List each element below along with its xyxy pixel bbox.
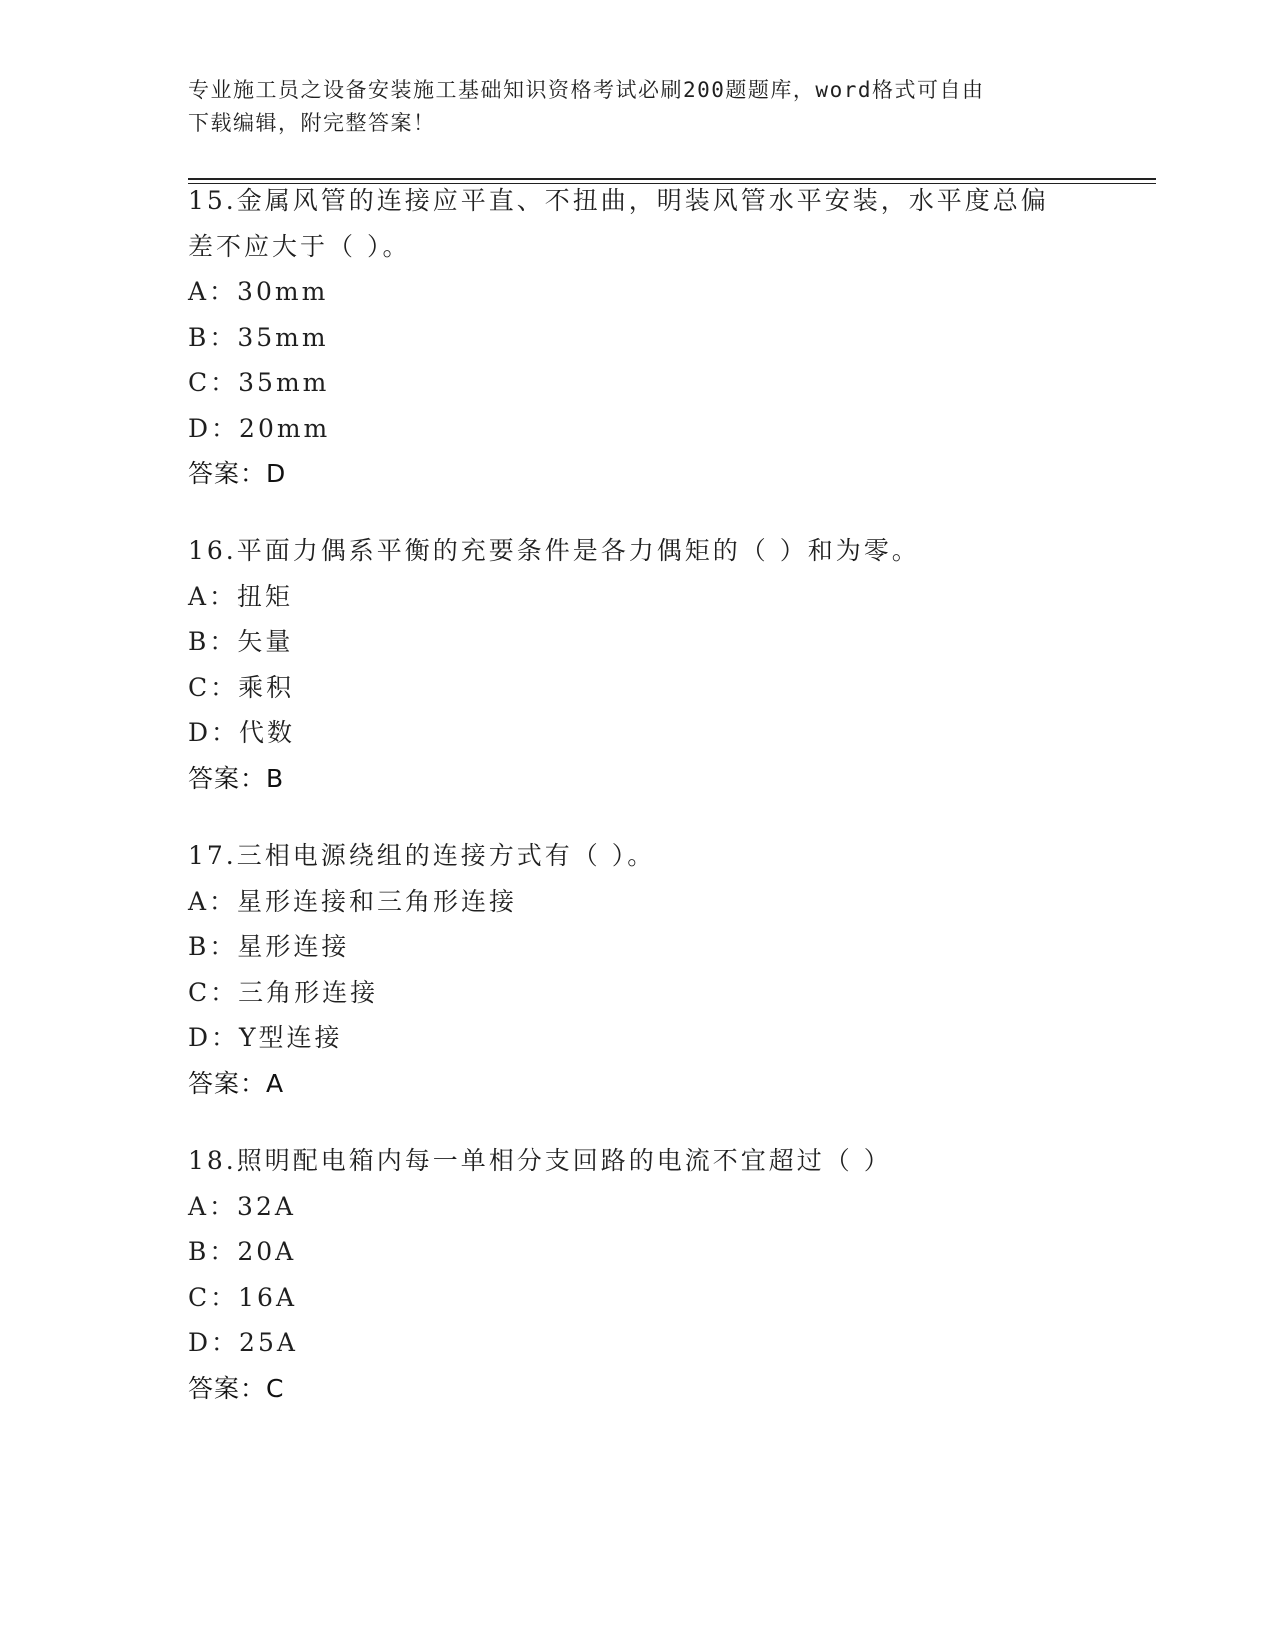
option-a: A：星形连接和三角形连接 <box>188 886 518 916</box>
question-stem: 16.平面力偶系平衡的充要条件是各力偶矩的（ ）和为零。 <box>188 536 920 565</box>
question-stem: 17.三相电源绕组的连接方式有（ ）。 <box>188 841 656 870</box>
question-17 <box>188 833 1108 1106</box>
answer-label: 答案：C <box>188 1373 285 1403</box>
question-stem: 差不应大于（ ）。 <box>188 231 411 261</box>
option-d: D：25A <box>188 1328 298 1357</box>
option-b: B：星形连接 <box>188 932 350 961</box>
option-d: D：Y型连接 <box>188 1023 343 1052</box>
option-a: A：32A <box>188 1191 296 1221</box>
option-c: C：乘积 <box>188 672 295 702</box>
answer-label: 答案：D <box>188 459 287 488</box>
answer-label: 答案：A <box>188 1068 285 1098</box>
option-c: C：三角形连接 <box>188 977 379 1007</box>
document-header <box>188 74 1088 140</box>
option-b: B：35mm <box>188 322 329 352</box>
option-b: B：20A <box>188 1237 297 1266</box>
option-a: A：30mm <box>188 277 329 306</box>
option-c: C：35mm <box>188 368 330 397</box>
option-a: A：扭矩 <box>188 581 294 611</box>
question-18 <box>188 1138 1108 1411</box>
header-line-1: 专业施工员之设备安装施工基础知识资格考试必刷200题题库，word格式可自由 <box>188 78 985 102</box>
answer-label: 答案：B <box>188 763 285 793</box>
question-stem: 18.照明配电箱内每一单相分支回路的电流不宜超过（ ） <box>188 1146 892 1175</box>
option-b: B：矢量 <box>188 627 294 656</box>
question-16 <box>188 528 1108 801</box>
option-d: D：代数 <box>188 718 296 747</box>
question-15 <box>188 178 1108 497</box>
header-line-2: 下载编辑，附完整答案！ <box>188 111 436 135</box>
option-c: C：16A <box>188 1282 297 1312</box>
option-d: D：20mm <box>188 413 331 443</box>
question-stem: 15.金属风管的连接应平直、不扭曲，明装风管水平安装，水平度总偏 <box>188 186 1049 215</box>
